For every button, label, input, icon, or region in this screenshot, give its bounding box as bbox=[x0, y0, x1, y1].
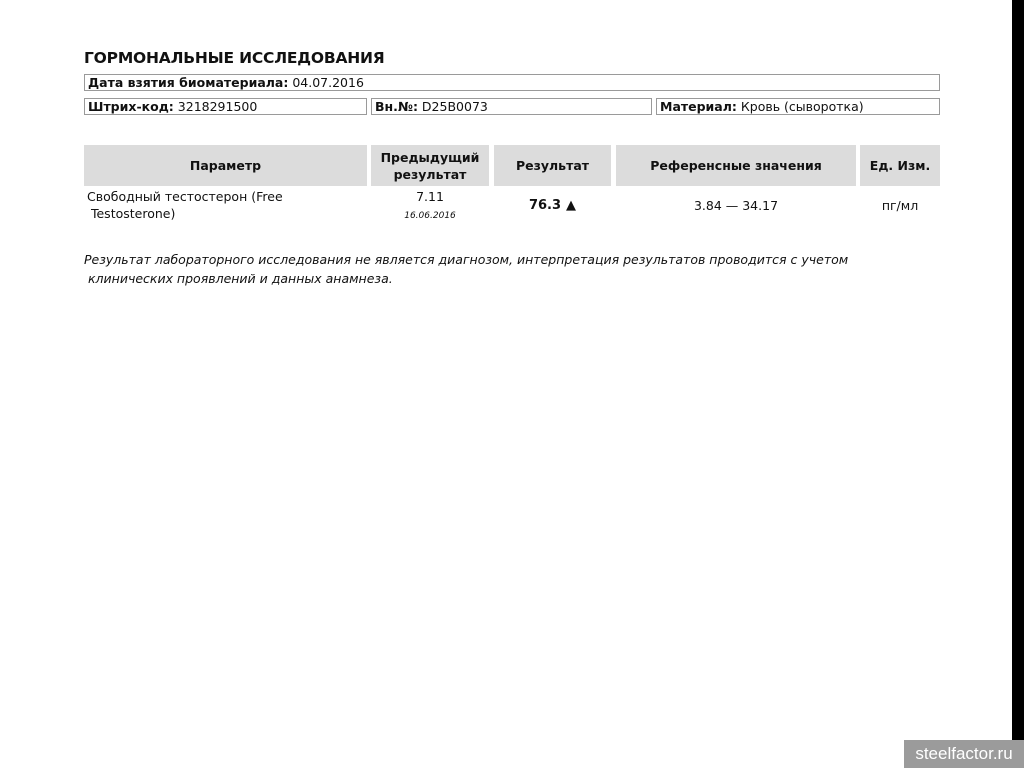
header-reference-values: Референсные значения bbox=[616, 145, 856, 186]
row-unit: пг/мл bbox=[881, 198, 919, 213]
header-result: Результат bbox=[494, 145, 611, 186]
row-previous-value: 7.11 bbox=[416, 189, 444, 204]
collection-date-value: 04.07.2016 bbox=[288, 75, 364, 90]
inner-number-field bbox=[371, 98, 652, 115]
barcode-field bbox=[84, 98, 367, 115]
material-field bbox=[656, 98, 940, 115]
header-unit: Ед. Изм. bbox=[860, 145, 940, 186]
header-previous-result: Предыдущий результат bbox=[371, 145, 489, 186]
section-title: ГОРМОНАЛЬНЫЕ ИССЛЕДОВАНИЯ bbox=[84, 49, 385, 67]
material-value: Кровь (сыворотка) bbox=[736, 99, 864, 114]
row-result bbox=[494, 197, 611, 214]
barcode-value: 3218291500 bbox=[173, 99, 258, 114]
high-arrow-icon: ▲ bbox=[566, 198, 577, 213]
header-parameter: Параметр bbox=[84, 145, 367, 186]
row-result-value: 76.3 bbox=[528, 198, 562, 213]
disclaimer-note: Результат лабораторного исследования не является диагнозом, интерпретация результатов проводится с учетом клинических проявлений и данных анамнеза. bbox=[84, 252, 849, 286]
row-parameter-name: Свободный тестостерон (Free Testosterone) bbox=[87, 189, 283, 221]
barcode-label: Штрих-код: bbox=[88, 99, 174, 114]
collection-date-field bbox=[84, 74, 940, 91]
watermark: steelfactor.ru bbox=[904, 740, 1024, 768]
material-label: Материал: bbox=[660, 99, 737, 114]
collection-date-label: Дата взятия биоматериала: bbox=[88, 75, 289, 90]
row-reference-range: 3.84 — 34.17 bbox=[693, 198, 779, 213]
inner-number-label: Вн.№: bbox=[375, 99, 418, 114]
row-previous-date: 16.06.2016 bbox=[404, 211, 456, 221]
inner-number-value: D25B0073 bbox=[417, 99, 488, 114]
